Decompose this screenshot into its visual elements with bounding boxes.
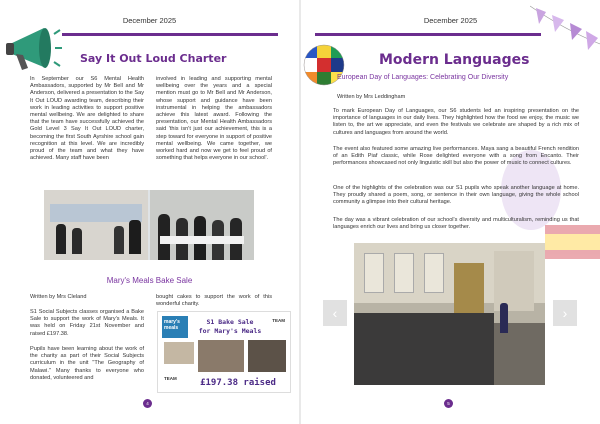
right-title: Modern Languages xyxy=(379,52,530,68)
right-author: Written by Mrs Leddingham xyxy=(337,94,406,100)
poster-photo-3 xyxy=(164,342,194,364)
languages-p2: The event also featured some amazing live performances. Maya sang a beautiful French rendition of an Edith Piaf classic, while Rose delighted everyone with a song from Encanto. Their performances showcased not only linguistic skill but also the power of music to connect cultures. xyxy=(333,146,579,167)
marys-meals-logo: mary's meals xyxy=(162,316,188,338)
bake-sale-title: Mary's Meals Bake Sale xyxy=(106,276,193,285)
right-page xyxy=(301,0,600,424)
left-page-number: 4 xyxy=(143,399,152,408)
right-subtitle: European Day of Languages: Celebrating Our Diversity xyxy=(337,74,509,81)
prev-button[interactable]: ‹ xyxy=(323,300,347,326)
languages-p1: To mark European Day of Languages, our S6 students led an inspiring presentation on the importance of languages in our daily lives. They highlighted how the food we enjoy, the music we listen to, the art we appreciate, and even the festivals we celebrate are shaped by a rich mix of cultures and languages from around the world. xyxy=(333,108,579,136)
assembly-hall-photo xyxy=(354,243,545,385)
team-logo-bottom: TEAM xyxy=(164,376,177,381)
ambassadors-photo xyxy=(44,190,254,260)
bake-sale-p1: S1 Social Subjects classes organised a Bake Sale to support the work of Mary's Meals. It was held on Friday 21st November and raised £197.38. xyxy=(30,309,144,337)
poster-amount: £197.38 raised xyxy=(200,378,276,388)
bake-sale-p3: bought cakes to support the work of this wonderful charity. xyxy=(156,294,272,308)
right-page-number: 5 xyxy=(444,399,453,408)
bake-sale-p2: Pupils have been learning about the work of the charity as part of their Social Subjects curriculum in the unit "The Geography of Malawi." Many thanks to everyone who donated, volunteered and xyxy=(30,346,144,381)
say-it-out-loud-col1: In September our S6 Mental Health Ambassadors, supported by Mr Bell and Mr Anderson, delivered a presentation to the Say It Out LOUD awarding team, describing their work in leading activities to support positive mental wellbeing. We are delighted to share that the team have successfully achieved the Gold Level 3 Say It Out LOUD charter, becoming the first South Ayrshire school gain recognition at this level. We are incredibly proud of the team and what they have achieved. Many staff have been xyxy=(30,76,144,162)
megaphone-icon xyxy=(4,22,62,78)
bunting-icon xyxy=(530,0,600,70)
poster-photo-2 xyxy=(248,340,286,372)
right-date: December 2025 xyxy=(423,16,478,25)
right-header-rule xyxy=(315,33,541,36)
team-logo-top: TEAM xyxy=(272,318,285,323)
left-date: December 2025 xyxy=(122,16,177,25)
left-header-rule xyxy=(62,33,278,36)
poster-title-line2: for Mary's Meals xyxy=(198,327,262,335)
say-it-out-loud-col2: involved in leading and supporting mental wellbeing over the years and a special mention must go to Mr Bell and Mr Anderson, whose support and guidance have been instrumental in helping the ambassadors achieve this latest award. Following the presentation, our Mental Health Ambassadors said 'this isn't just our achievement, this is a step toward for everyone in support of positive mental wellbeing. We came together, we worked hard and now we get to feel proud of something that helps everyone in our school'. xyxy=(156,76,272,162)
poster-photo-1 xyxy=(198,340,244,372)
bake-sale-poster xyxy=(157,311,291,393)
left-page xyxy=(0,0,299,424)
left-title: Say It Out Loud Charter xyxy=(80,52,227,65)
languages-p4: The day was a vibrant celebration of our school's diversity and multiculturalism, reminding us that languages enrich our lives and bring us closer together. xyxy=(333,217,579,231)
next-button[interactable]: › xyxy=(553,300,577,326)
languages-p3: One of the highlights of the celebration was our S1 pupils who speak another language at home. They proudly shared a poem, song, or sentence in their own language, giving the whole school community a glimpse into their cultural heritage. xyxy=(333,185,579,206)
poster-title-line1: S1 Bake Sale xyxy=(206,318,254,326)
bake-sale-author: Written by Mrs Cleland xyxy=(30,294,87,300)
